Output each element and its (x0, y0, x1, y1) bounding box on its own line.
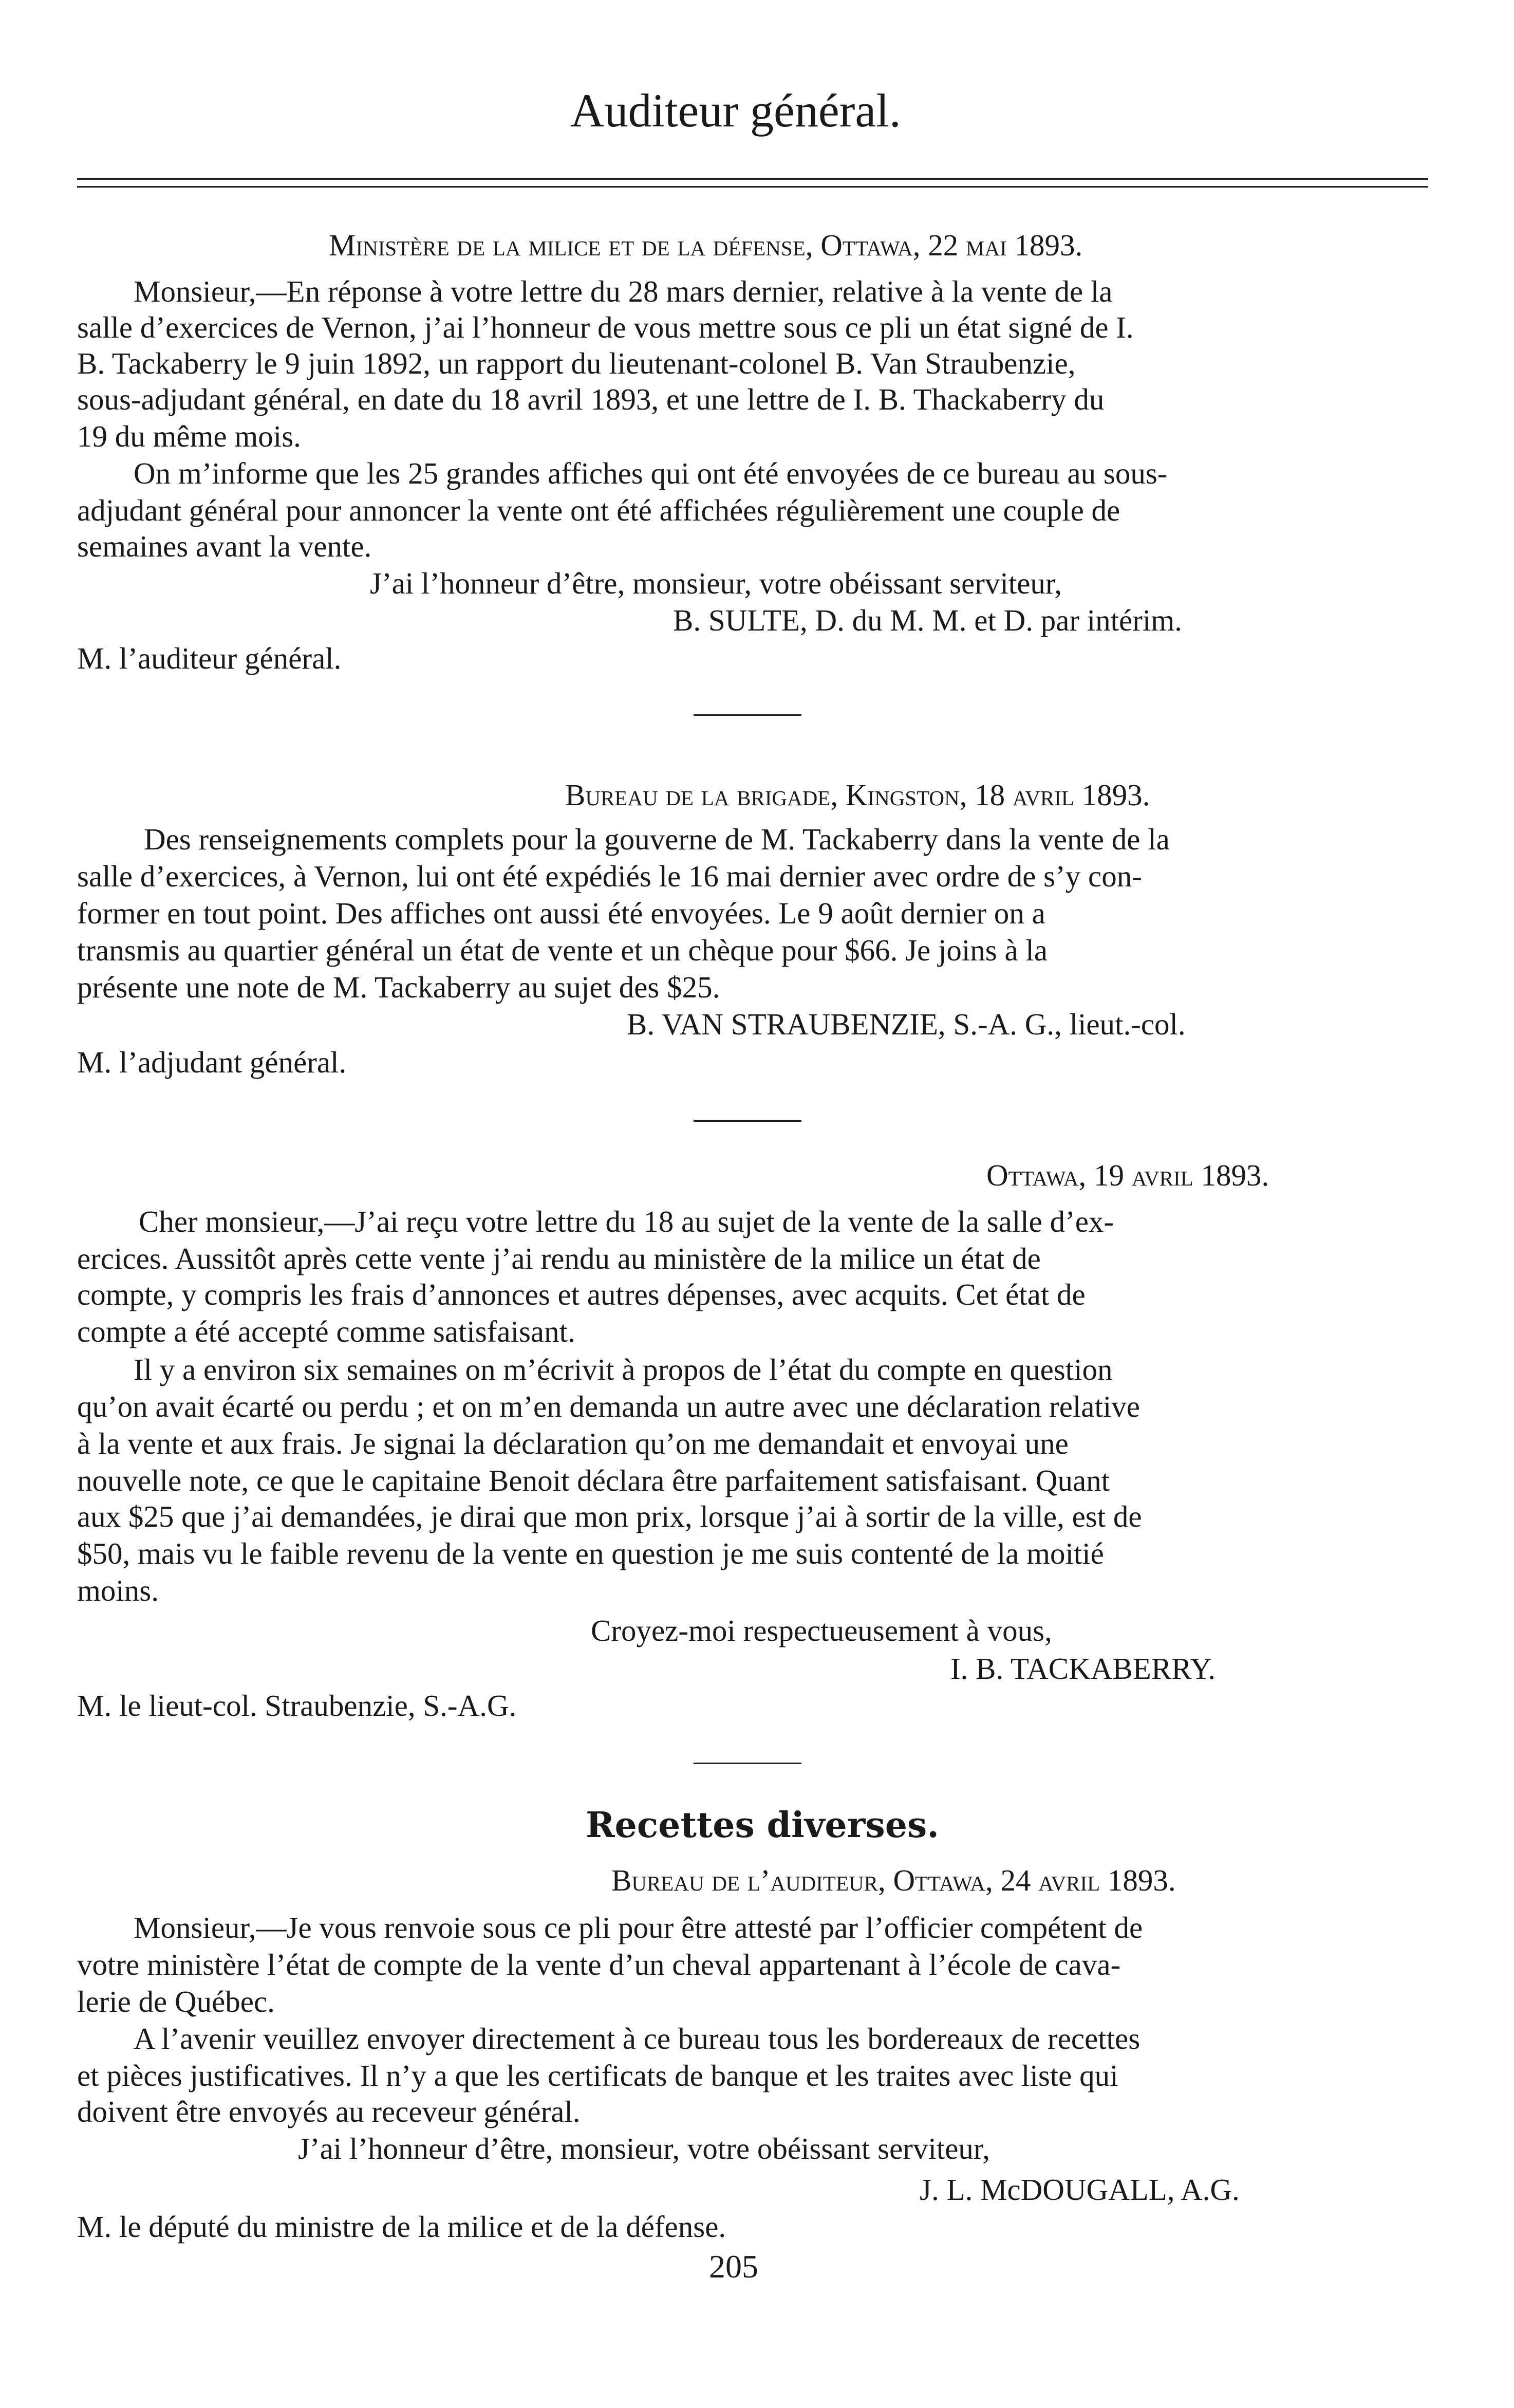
letter4-line-3: lerie de Québec. (77, 1985, 275, 2018)
letter4-signature: J. L. McDOUGALL, A.G. (920, 2173, 1240, 2207)
letter2-line-4: transmis au quartier général un état de vente et un chèque pour $66. Je joins à la (77, 933, 1048, 967)
letter1-signature: B. SULTE, D. du M. M. et D. par intérim. (673, 603, 1182, 637)
letter3-line-1: Cher monsieur,—J’ai reçu votre lettre du 18 au sujet de la vente de la salle d’ex- (139, 1205, 1114, 1238)
letter3-line-3: compte, y compris les frais d’annonces et autres dépenses, avec acquits. Cet état de (77, 1277, 1086, 1311)
separator-1 (694, 714, 801, 716)
letter4-dateline: Bureau de l’auditeur, Ottawa, 24 avril 1893. (611, 1863, 1176, 1897)
page-number: 205 (709, 2248, 758, 2285)
letter2-line-2: salle d’exercices, à Vernon, lui ont été expédiés le 16 mai dernier avec ordre de s’y con- (77, 859, 1142, 893)
letter3-addressee: M. le lieut-col. Straubenzie, S.-A.G. (77, 1689, 517, 1722)
letter3-line-7: à la vente et aux frais. Je signai la déclaration qu’on me demandait et envoyai une (77, 1427, 1069, 1460)
letter3-line-11: moins. (77, 1573, 159, 1607)
letter1-line-4: sous-adjudant général, en date du 18 avril 1893, et une lettre de I. B. Thackaberry du (77, 382, 1105, 416)
letter3-line-8: nouvelle note, ce que le capitaine Benoit déclara être parfaitement satisfaisant. Quant (77, 1464, 1110, 1497)
letter2-signature: B. VAN STRAUBENZIE, S.-A. G., lieut.-col. (627, 1007, 1186, 1041)
letter2-dateline: Bureau de la brigade, Kingston, 18 avril 1893. (565, 778, 1150, 812)
separator-2 (694, 1120, 801, 1122)
separator-3 (694, 1763, 801, 1764)
letter1-line-1: Monsieur,—En réponse à votre lettre du 28 mars dernier, relative à la vente de la (134, 274, 1113, 308)
letter2-line-3: former en tout point. Des affiches ont aussi été envoyées. Le 9 août dernier on a (77, 896, 1045, 930)
letter1-line-5: 19 du même mois. (77, 419, 301, 453)
letter4-closing: J’ai l’honneur d’être, monsieur, votre obéissant serviteur, (298, 2132, 990, 2165)
letter3-line-5: Il y a environ six semaines on m’écrivit à propos de l’état du compte en question (134, 1353, 1113, 1386)
letter4-addressee: M. le député du ministre de la milice et de la défense. (77, 2210, 726, 2244)
letter4-line-1: Monsieur,—Je vous renvoie sous ce pli pour être attesté par l’officier compétent de (134, 1911, 1143, 1944)
letter4-line-4: A l’avenir veuillez envoyer directement à ce bureau tous les bordereaux de recettes (134, 2022, 1141, 2055)
letter1-dateline: Ministère de la milice et de la défense, Ottawa, 22 mai 1893. (329, 228, 1083, 262)
letter1-line-7: adjudant général pour annoncer la vente ont été affichées régulièrement une couple de (77, 493, 1120, 527)
letter3-line-10: $50, mais vu le faible revenu de la vente en question je me suis contenté de la moitié (77, 1536, 1104, 1570)
section-title-recettes: Recettes diverses. (586, 1805, 939, 1846)
letter3-line-6: qu’on avait écarté ou perdu ; et on m’en demanda un autre avec une déclaration relative (77, 1390, 1140, 1423)
title-rule-top (77, 178, 1428, 180)
letter3-line-9: aux $25 que j’ai demandées, je dirai que mon prix, lorsque j’ai à sortir de la ville, est de (77, 1499, 1142, 1533)
letter4-line-5: et pièces justificatives. Il n’y a que les certificats de banque et les traites avec liste qui (77, 2059, 1118, 2092)
letter1-closing: J’ai l’honneur d’être, monsieur, votre obéissant serviteur, (370, 566, 1062, 600)
letter3-closing: Croyez-moi respectueusement à vous, (591, 1614, 1052, 1647)
letter3-dateline: Ottawa, 19 avril 1893. (986, 1158, 1269, 1192)
letter1-line-3: B. Tackaberry le 9 juin 1892, un rapport du lieutenant-colonel B. Van Straubenzie, (77, 346, 1076, 380)
letter1-addressee: M. l’auditeur général. (77, 641, 342, 675)
page-title: Auditeur général. (570, 84, 901, 137)
letter2-line-5: présente une note de M. Tackaberry au sujet des $25. (77, 970, 720, 1004)
letter3-signature: I. B. TACKABERRY. (950, 1652, 1216, 1685)
letter2-line-1: Des renseignements complets pour la gouverne de M. Tackaberry dans la vente de la (144, 822, 1170, 856)
letter3-line-2: ercices. Aussitôt après cette vente j’ai rendu au ministère de la milice un état de (77, 1242, 1041, 1275)
letter1-line-6: On m’informe que les 25 grandes affiches qui ont été envoyées de ce bureau au sous- (134, 456, 1168, 490)
letter3-line-4: compte a été accepté comme satisfaisant. (77, 1314, 575, 1348)
letter4-line-2: votre ministère l’état de compte de la vente d’un cheval appartenant à l’école de cava- (77, 1948, 1121, 1981)
title-rule-bottom (77, 186, 1428, 188)
letter1-line-8: semaines avant la vente. (77, 529, 372, 563)
letter1-line-2: salle d’exercices de Vernon, j’ai l’honneur de vous mettre sous ce pli un état signé de I. (77, 310, 1134, 344)
letter4-line-6: doivent être envoyés au receveur général. (77, 2095, 581, 2128)
letter2-addressee: M. l’adjudant général. (77, 1045, 347, 1079)
